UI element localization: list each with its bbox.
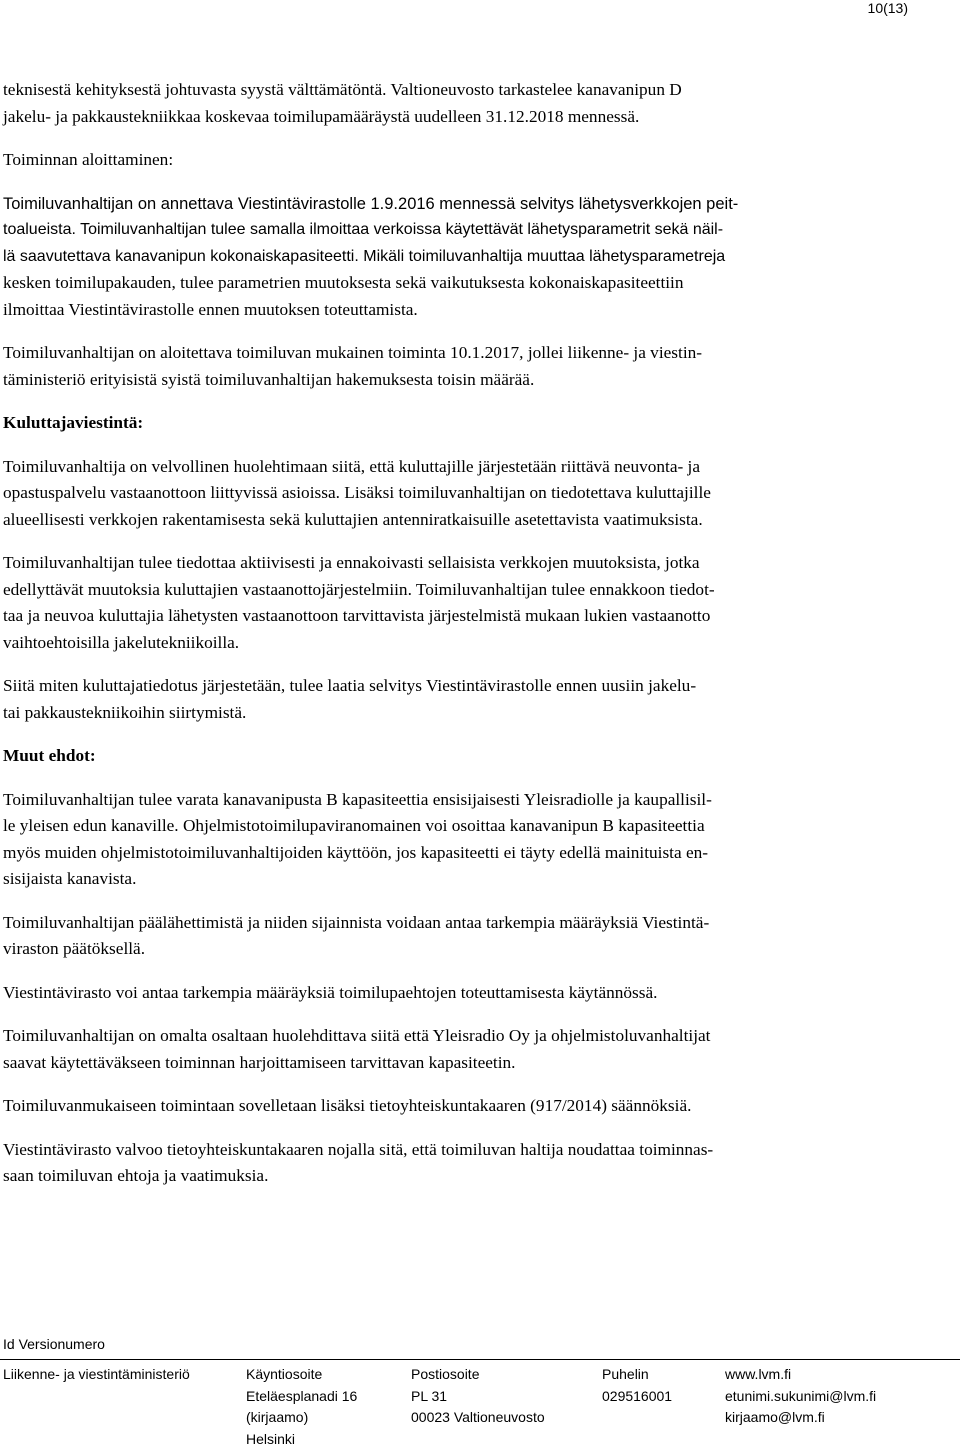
footer-web	[725, 1364, 876, 1429]
text-line: taa ja neuvoa kuluttajia lähetysten vastaanottoon tarvittavista järjestelmistä mukaan lukien vastaanotto	[3, 606, 711, 625]
text-line: vaihtoehtoisilla jakelutekniikoilla.	[3, 632, 240, 652]
text-line: Toimiluvanhaltija on velvollinen huolehtimaan siitä, että kuluttajille järjestetään riittävä neuvonta- ja	[3, 456, 701, 476]
footer-line: 00023 Valtioneuvosto	[411, 1409, 545, 1425]
text-line: kesken toimilupakauden, tulee parametrien muutoksesta sekä vaikutuksesta kokonaiskapasiteettiin	[3, 273, 684, 292]
footer-line: 029516001	[602, 1387, 673, 1404]
other-paragraph	[3, 1137, 923, 1190]
heading-consumer-communication: Kuluttajaviestintä:	[3, 413, 144, 432]
document-body	[3, 77, 923, 1190]
page-number: 10(13)	[867, 0, 908, 16]
text-line: Toimiluvanmukaiseen toimintaan sovelletaan lisäksi tietoyhteiskuntakaaren (917/2014) säännöksiä.	[3, 1096, 692, 1115]
text-line: Toimiluvanhaltijan tulee varata kanavanipusta B kapasiteettia ensisijaisesti Yleisradiolle ja kaupallisil-	[3, 789, 712, 809]
text-line: ilmoittaa Viestintävirastolle ennen muutoksen toteuttamista.	[3, 299, 418, 319]
text-line: Viestintävirasto voi antaa tarkempia määräyksiä toimilupaehtojen toteuttamisesta käytännössä.	[3, 982, 658, 1002]
other-paragraph	[3, 1023, 923, 1076]
footer-phone	[602, 1364, 672, 1407]
footer-postal-address	[411, 1364, 545, 1429]
footer-ministry-name: Liikenne- ja viestintäministeriö	[3, 1366, 190, 1382]
text-line: myös muiden ohjelmistotoimiluvanhaltijoiden käyttöön, jos kapasiteetti ei täyty edellä mainituista en-	[3, 842, 709, 862]
footer-ministry	[3, 1364, 190, 1386]
footer-divider	[0, 1359, 960, 1360]
text-line: le yleisen edun kanaville. Ohjelmistotoimilupaviranomainen voi osoittaa kanavanipun B kapasiteettia	[3, 816, 705, 835]
text-line: edellyttävät muutoksia kuluttajien vastaanottojärjestelmiin. Toimiluvanhaltijan tulee ennakkoon tiedot-	[3, 579, 715, 599]
intro-paragraph	[3, 77, 923, 130]
text-line: teknisestä kehityksestä johtuvasta syystä välttämätöntä. Valtioneuvosto tarkastelee kanavanipun D	[3, 80, 682, 99]
text-line: täministeriö erityisistä syistä toimiluvanhaltijan hakemuksesta toisin määrää.	[3, 369, 535, 389]
text-line: lä saavutettava kanavanipun kokonaiskapasiteetti. Mikäli toimiluvanhaltija muuttaa lähetysparametreja	[3, 247, 726, 265]
consumer-paragraph	[3, 550, 923, 656]
footer-line: PL 31	[411, 1387, 448, 1404]
text-line: tai pakkaustekniikoihin siirtymistä.	[3, 702, 247, 722]
footer-website-link[interactable]: www.lvm.fi	[725, 1366, 792, 1382]
text-line: Toimiluvanhaltijan on omalta osaltaan huolehdittava siitä että Yleisradio Oy ja ohjelmistoluvanhaltijat	[3, 1026, 711, 1045]
heading-other-conditions: Muut ehdot:	[3, 746, 96, 765]
footer-line: Eteläesplanadi 16	[246, 1387, 358, 1404]
heading-start-of-operations: Toiminnan aloittaminen:	[3, 150, 174, 169]
text-line: opastuspalvelu vastaanottoon liittyvissä asioissa. Lisäksi toimiluvanhaltijan on tiedotettava kuluttajille	[3, 483, 711, 502]
text-line: jakelu- ja pakkaustekniikkaa koskevaa toimilupamääräystä uudelleen 31.12.2018 mennessä.	[3, 106, 640, 126]
other-paragraph	[3, 1093, 923, 1120]
text-line: viraston päätöksellä.	[3, 939, 146, 958]
text-line: Siitä miten kuluttajatiedotus järjestetään, tulee laatia selvitys Viestintävirastolle ennen uusiin jakelu-	[3, 676, 697, 695]
other-paragraph	[3, 980, 923, 1007]
text-line: sisijaista kanavista.	[3, 869, 137, 888]
text-line: saan toimiluvan ehtoja ja vaatimuksia.	[3, 1166, 269, 1185]
other-paragraph	[3, 787, 923, 893]
footer-line: Käyntiosoite	[246, 1366, 323, 1382]
text-line: Toimiluvanhaltijan on aloitettava toimiluvan mukainen toiminta 10.1.2017, jollei liikenne- ja viestin-	[3, 343, 703, 362]
start-coverage-paragraph	[3, 191, 923, 324]
text-line: toalueista. Toimiluvanhaltijan tulee samalla ilmoittaa verkoissa käytettävät lähetysparametrit sekä näil-	[3, 221, 724, 238]
footer-line: (kirjaamo)	[246, 1409, 309, 1425]
footer-email-link[interactable]: kirjaamo@lvm.fi	[725, 1409, 825, 1425]
text-line: Toimiluvanhaltijan on annettava Viestintävirastolle 1.9.2016 mennessä selvitys lähetysverkkojen peit-	[3, 194, 739, 213]
text-line: Toimiluvanhaltijan tulee tiedottaa aktiivisesti ja ennakoivasti sellaisista verkkojen muutoksista, jotka	[3, 553, 700, 572]
text-line: Viestintävirasto valvoo tietoyhteiskuntakaaren nojalla sitä, että toimiluvan haltija noudattaa toiminnas-	[3, 1139, 714, 1159]
footer-line: Puhelin	[602, 1366, 649, 1382]
consumer-paragraph	[3, 673, 923, 726]
consumer-paragraph	[3, 454, 923, 534]
document-id-label: Id Versionumero	[3, 1336, 105, 1352]
start-deadline-paragraph	[3, 340, 923, 393]
text-line: alueellisesti verkkojen rakentamisesta sekä kuluttajien antenniratkaisuille asetettavista vaatimuksista.	[3, 509, 703, 529]
text-line: saavat käytettäväkseen toiminnan harjoittamiseen tarvittavan kapasiteetin.	[3, 1052, 516, 1072]
footer-email-link[interactable]: etunimi.sukunimi@lvm.fi	[725, 1387, 877, 1404]
footer-visiting-address	[246, 1364, 357, 1450]
footer-line: Postiosoite	[411, 1366, 480, 1382]
footer-line: Helsinki	[246, 1430, 296, 1447]
text-line: Toimiluvanhaltijan päälähettimistä ja niiden sijainnista voidaan antaa tarkempia määräyksiä Viestintä-	[3, 912, 710, 932]
other-paragraph	[3, 910, 923, 963]
